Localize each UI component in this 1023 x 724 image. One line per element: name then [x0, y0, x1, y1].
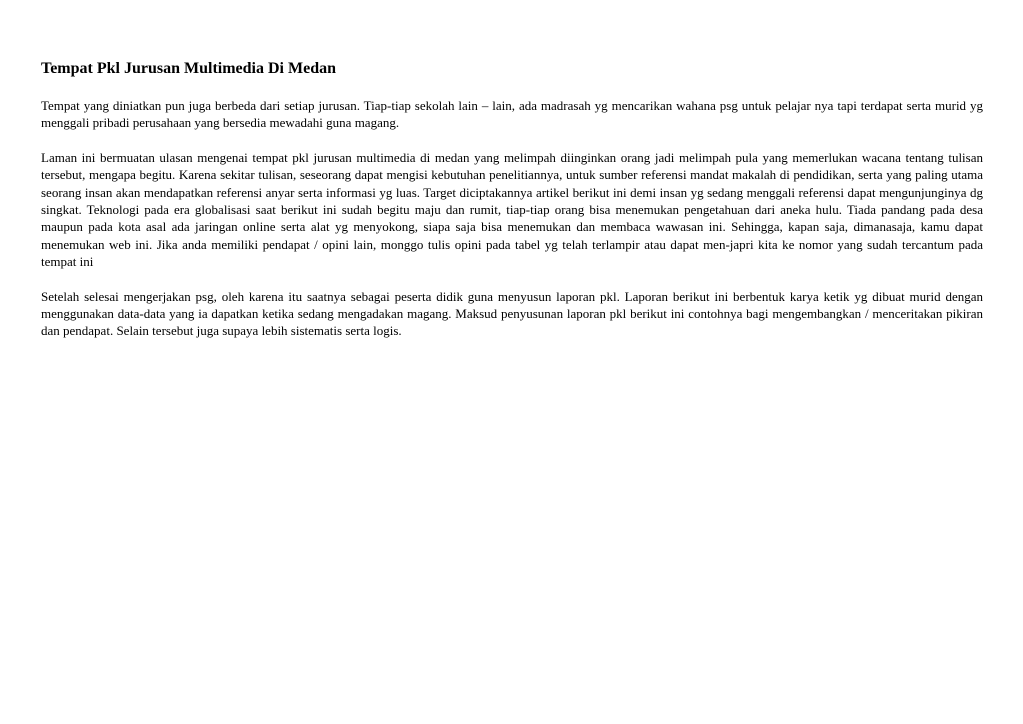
paragraph-1: Tempat yang diniatkan pun juga berbeda dari setiap jurusan. Tiap-tiap sekolah lain – lain, ada madrasah yg mencarikan wahana psg untuk pelajar nya tapi terdapat serta murid yg menggali pribadi perusahaan yang bersedia mewadahi guna magang. — [41, 98, 983, 131]
paragraph-2: Laman ini bermuatan ulasan mengenai tempat pkl jurusan multimedia di medan yang melimpah diinginkan orang jadi melimpah pula yang memerlukan wacana tentang tulisan tersebut, mengapa begitu. Karena sekitar tulisan, seseorang dapat mengisi kebutuhan penelitiannya, untuk sumber referensi mandat makalah di pendidikan, serta yang paling utama seorang insan akan mendapatkan referensi anyar serta informasi yg luas. Target diciptakannya artikel berikut ini demi insan yg sedang menggali referensi dapat mengunjunginya dg singkat. Teknologi pada era globalisasi saat berikut ini sudah begitu maju dan rumit, tiap-tiap orang bisa menemukan pengetahuan dari aneka hulu. Tiada pandang pada desa maupun pada kota asal ada jaringan online serta alat yg menyokong, siapa saja bisa menemukan dan membaca wawasan ini. Sehingga, kapan saja, dimanasaja, kamu dapat menemukan web ini. Jika anda memiliki pendapat / opini lain, monggo tulis opini pada tabel yg telah terlampir atau dapat men-japri kita ke nomor yang sudah tercantum pada tempat ini — [41, 149, 983, 270]
paragraph-3: Setelah selesai mengerjakan psg, oleh karena itu saatnya sebagai peserta didik guna menyusun laporan pkl. Laporan berikut ini berbentuk karya ketik yg dibuat murid dengan menggunakan data-data yang ia dapatkan ketika sedang mengadakan magang. Maksud penyusunan laporan pkl berikut ini contohnya bagi mengembangkan / menceritakan pikiran dan pendapat. Selain tersebut juga supaya lebih sistematis serta logis. — [41, 288, 983, 339]
document-page — [41, 59, 983, 340]
document-title: Tempat Pkl Jurusan Multimedia Di Medan — [41, 60, 336, 77]
